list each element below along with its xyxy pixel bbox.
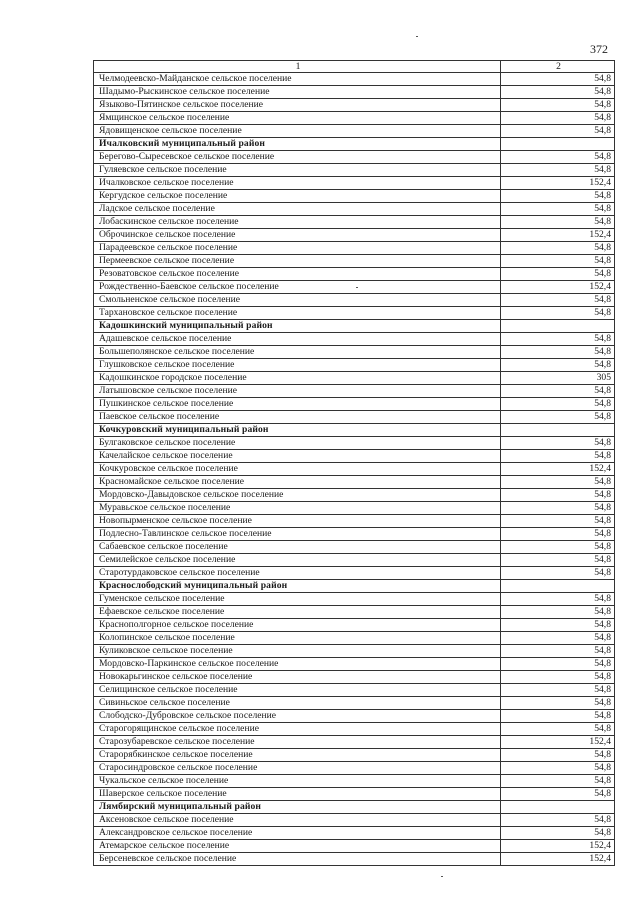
district-name: Ичалковский муниципальный район	[94, 138, 501, 151]
settlement-name: Мордовско-Паркинское сельское поселение	[94, 658, 501, 671]
table-row	[94, 190, 615, 203]
amount-value: 54,8	[501, 385, 615, 398]
settlement-name: Ладское сельское поселение	[94, 203, 501, 216]
settlement-name: Аксеновское сельское поселение	[94, 814, 501, 827]
amount-value: 54,8	[501, 242, 615, 255]
settlement-name: Глушковское сельское поселение	[94, 359, 501, 372]
scan-speck	[356, 287, 358, 288]
settlement-name: Старогорящинское сельское поселение	[94, 723, 501, 736]
settlement-name: Булгаковское сельское поселение	[94, 437, 501, 450]
table-row	[94, 385, 615, 398]
settlement-name: Шадымо-Рыскинское сельское поселение	[94, 86, 501, 99]
settlement-name: Адашевское сельское поселение	[94, 333, 501, 346]
scan-speck	[416, 36, 418, 37]
page-number: 372	[590, 42, 608, 56]
amount-value: 54,8	[501, 203, 615, 216]
settlement-name: Старорябкинское сельское поселение	[94, 749, 501, 762]
table-row	[94, 827, 615, 840]
amount-value: 54,8	[501, 827, 615, 840]
table-row	[94, 775, 615, 788]
settlement-name: Парадеевское сельское поселение	[94, 242, 501, 255]
table-row	[94, 736, 615, 749]
section-row	[94, 320, 615, 333]
table-row	[94, 437, 615, 450]
settlement-name: Оброчинское сельское поселение	[94, 229, 501, 242]
settlement-name: Берсеневское сельское поселение	[94, 853, 501, 866]
table-row	[94, 853, 615, 866]
table-row	[94, 606, 615, 619]
settlement-name: Сабаевское сельское поселение	[94, 541, 501, 554]
amount-value	[501, 580, 615, 593]
amount-value: 54,8	[501, 632, 615, 645]
amount-value: 54,8	[501, 697, 615, 710]
table-row	[94, 216, 615, 229]
settlement-name: Александровское сельское поселение	[94, 827, 501, 840]
amount-value	[501, 424, 615, 437]
settlement-name: Ичалковское сельское поселение	[94, 177, 501, 190]
amount-value: 54,8	[501, 710, 615, 723]
table-row	[94, 242, 615, 255]
amount-value: 54,8	[501, 294, 615, 307]
amount-value: 54,8	[501, 814, 615, 827]
settlement-name: Тархановское сельское поселение	[94, 307, 501, 320]
amount-value: 152,4	[501, 177, 615, 190]
table-row	[94, 788, 615, 801]
settlement-name: Пушкинское сельское поселение	[94, 398, 501, 411]
amount-value: 54,8	[501, 411, 615, 424]
table-row	[94, 593, 615, 606]
settlement-name: Старосиндровское сельское поселение	[94, 762, 501, 775]
amount-value: 54,8	[501, 554, 615, 567]
table-row	[94, 697, 615, 710]
settlement-name: Лобаскинское сельское поселение	[94, 216, 501, 229]
settlement-name: Качелайское сельское поселение	[94, 450, 501, 463]
settlement-name: Мордовско-Давыдовское сельское поселение	[94, 489, 501, 502]
table-row	[94, 151, 615, 164]
amount-value: 54,8	[501, 151, 615, 164]
amount-value: 54,8	[501, 593, 615, 606]
amount-value: 54,8	[501, 125, 615, 138]
table-row	[94, 333, 615, 346]
section-row	[94, 801, 615, 814]
table-row	[94, 489, 615, 502]
amount-value: 54,8	[501, 619, 615, 632]
amount-value: 54,8	[501, 502, 615, 515]
amount-value: 54,8	[501, 567, 615, 580]
settlement-name: Сивиньское сельское поселение	[94, 697, 501, 710]
amount-value: 305	[501, 372, 615, 385]
amount-value: 54,8	[501, 99, 615, 112]
amount-value: 54,8	[501, 645, 615, 658]
settlement-name: Куликовское сельское поселение	[94, 645, 501, 658]
table-row	[94, 99, 615, 112]
settlement-name: Ефаевское сельское поселение	[94, 606, 501, 619]
table-row	[94, 73, 615, 86]
amount-value: 54,8	[501, 528, 615, 541]
table-row	[94, 86, 615, 99]
settlement-name: Старотурдаковское сельское поселение	[94, 567, 501, 580]
table-row	[94, 164, 615, 177]
column-header-1: 1	[94, 61, 501, 73]
settlement-name: Кергудское сельское поселение	[94, 190, 501, 203]
table-row	[94, 177, 615, 190]
district-name: Краснослободский муниципальный район	[94, 580, 501, 593]
table-header-row	[94, 61, 615, 73]
settlement-name: Языково-Пятинское сельское поселение	[94, 99, 501, 112]
settlement-name: Чукальское сельское поселение	[94, 775, 501, 788]
amount-value: 152,4	[501, 463, 615, 476]
amount-value: 54,8	[501, 541, 615, 554]
table-row	[94, 554, 615, 567]
amount-value	[501, 138, 615, 151]
settlement-name: Смольненское сельское поселение	[94, 294, 501, 307]
amount-value: 54,8	[501, 333, 615, 346]
settlement-name: Берегово-Сыресевское сельское поселение	[94, 151, 501, 164]
settlement-name: Латышовское сельское поселение	[94, 385, 501, 398]
amount-value: 54,8	[501, 788, 615, 801]
amount-value: 54,8	[501, 749, 615, 762]
column-header-2: 2	[501, 61, 615, 73]
settlement-name: Гуляевское сельское поселение	[94, 164, 501, 177]
table-row	[94, 476, 615, 489]
amount-value: 152,4	[501, 840, 615, 853]
amount-value: 54,8	[501, 307, 615, 320]
settlement-name: Краснополгорное сельское поселение	[94, 619, 501, 632]
settlement-name: Селищинское сельское поселение	[94, 684, 501, 697]
amount-value: 54,8	[501, 359, 615, 372]
table-row	[94, 398, 615, 411]
section-row	[94, 138, 615, 151]
settlement-name: Новопырменское сельское поселение	[94, 515, 501, 528]
settlement-name: Паевское сельское поселение	[94, 411, 501, 424]
settlement-name: Подлесно-Тавлинское сельское поселение	[94, 528, 501, 541]
district-name: Лямбирский муниципальный район	[94, 801, 501, 814]
table-row	[94, 346, 615, 359]
table-row	[94, 671, 615, 684]
table-row	[94, 684, 615, 697]
amount-value: 54,8	[501, 658, 615, 671]
settlement-name: Муравьское сельское поселение	[94, 502, 501, 515]
table-row	[94, 710, 615, 723]
table-row	[94, 619, 615, 632]
amount-value: 54,8	[501, 450, 615, 463]
table-row	[94, 749, 615, 762]
table-row	[94, 632, 615, 645]
amount-value: 152,4	[501, 281, 615, 294]
amount-value: 152,4	[501, 736, 615, 749]
amount-value: 54,8	[501, 515, 615, 528]
settlement-name: Челмодеевско-Майданское сельское поселение	[94, 73, 501, 86]
table-row	[94, 723, 615, 736]
amount-value: 54,8	[501, 723, 615, 736]
settlement-name: Новокарьгинское сельское поселение	[94, 671, 501, 684]
amount-value: 54,8	[501, 255, 615, 268]
scan-speck	[441, 876, 443, 877]
amount-value: 54,8	[501, 398, 615, 411]
amount-value: 54,8	[501, 437, 615, 450]
table-row	[94, 762, 615, 775]
table-row	[94, 411, 615, 424]
allocation-table	[93, 60, 615, 866]
amount-value: 54,8	[501, 112, 615, 125]
settlement-name: Ядовищенское сельское поселение	[94, 125, 501, 138]
table-body	[94, 61, 615, 866]
district-name: Кадошкинский муниципальный район	[94, 320, 501, 333]
table-row	[94, 528, 615, 541]
settlement-name: Рождественно-Баевское сельское поселение	[94, 281, 501, 294]
amount-value: 54,8	[501, 606, 615, 619]
amount-value: 54,8	[501, 216, 615, 229]
table-row	[94, 229, 615, 242]
section-row	[94, 580, 615, 593]
settlement-name: Большеполянское сельское поселение	[94, 346, 501, 359]
settlement-name: Шаверское сельское поселение	[94, 788, 501, 801]
amount-value: 54,8	[501, 268, 615, 281]
district-name: Кочкуровский муниципальный район	[94, 424, 501, 437]
table-row	[94, 255, 615, 268]
settlement-name: Гуменское сельское поселение	[94, 593, 501, 606]
section-row	[94, 424, 615, 437]
table-row	[94, 840, 615, 853]
table-row	[94, 463, 615, 476]
settlement-name: Красномайское сельское поселение	[94, 476, 501, 489]
table-row	[94, 450, 615, 463]
settlement-name: Кочкуровское сельское поселение	[94, 463, 501, 476]
table-row	[94, 203, 615, 216]
settlement-name: Ямщинское сельское поселение	[94, 112, 501, 125]
amount-value: 54,8	[501, 762, 615, 775]
settlement-name: Резоватовское сельское поселение	[94, 268, 501, 281]
amount-value: 152,4	[501, 853, 615, 866]
settlement-name: Старозубаревское сельское поселение	[94, 736, 501, 749]
table-row	[94, 645, 615, 658]
table-row	[94, 372, 615, 385]
table-row	[94, 515, 615, 528]
amount-value: 54,8	[501, 671, 615, 684]
amount-value: 54,8	[501, 489, 615, 502]
amount-value	[501, 320, 615, 333]
table-row	[94, 658, 615, 671]
settlement-name: Слободско-Дубровское сельское поселение	[94, 710, 501, 723]
settlement-name: Семилейское сельское поселение	[94, 554, 501, 567]
table-row	[94, 541, 615, 554]
table-row	[94, 268, 615, 281]
settlement-name: Атемарское сельское поселение	[94, 840, 501, 853]
amount-value: 54,8	[501, 164, 615, 177]
settlement-name: Колопинское сельское поселение	[94, 632, 501, 645]
table-row	[94, 281, 615, 294]
table-row	[94, 112, 615, 125]
amount-value: 54,8	[501, 684, 615, 697]
amount-value: 54,8	[501, 476, 615, 489]
table-row	[94, 567, 615, 580]
table-row	[94, 359, 615, 372]
amount-value: 54,8	[501, 73, 615, 86]
amount-value: 54,8	[501, 190, 615, 203]
amount-value: 54,8	[501, 346, 615, 359]
amount-value: 54,8	[501, 86, 615, 99]
settlement-name: Пермеевское сельское поселение	[94, 255, 501, 268]
amount-value: 54,8	[501, 775, 615, 788]
table-row	[94, 502, 615, 515]
settlement-name: Кадошкинское городское поселение	[94, 372, 501, 385]
table-row	[94, 125, 615, 138]
amount-value	[501, 801, 615, 814]
table-row	[94, 307, 615, 320]
table-row	[94, 814, 615, 827]
table-row	[94, 294, 615, 307]
amount-value: 152,4	[501, 229, 615, 242]
